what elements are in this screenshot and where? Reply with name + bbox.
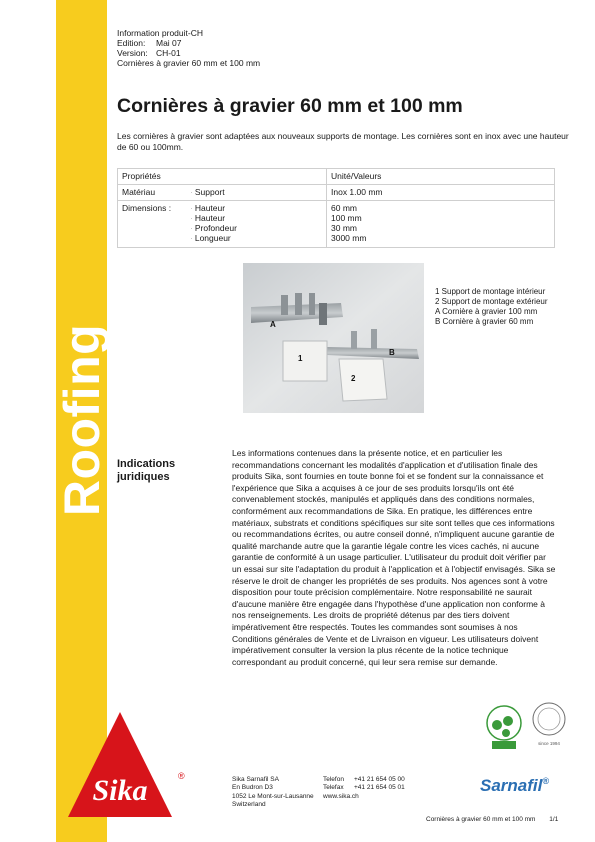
- table-item: · Support: [190, 187, 225, 197]
- cert-shape: [538, 708, 560, 730]
- registered-mark: ®: [542, 776, 549, 786]
- bracket-part: [371, 329, 377, 349]
- photo-background: [243, 263, 424, 413]
- table-row: [118, 185, 555, 201]
- bullet-icon: ·: [190, 203, 193, 213]
- table-row-label: Matériau: [122, 187, 156, 197]
- photo-label-1: 1: [298, 354, 303, 363]
- sarnafil-logo: [480, 776, 549, 796]
- page-title: Cornières à gravier 60 mm et 100 mm: [117, 95, 463, 117]
- meta-version-label: Version:: [117, 48, 148, 58]
- company-contact: [323, 776, 405, 801]
- table-value: Inox 1.00 mm: [331, 187, 383, 197]
- bracket-part: [309, 293, 315, 315]
- intro-paragraph: Les cornières à gravier sont adaptées aux nouveaux supports de montage. Les cornières sont en inox avec une hauteur de 60 ou 100mm.: [117, 131, 569, 152]
- table-item: · Hauteur: [190, 213, 226, 223]
- document-meta: [117, 28, 260, 68]
- table-cell: [118, 201, 327, 248]
- product-photo: [243, 263, 424, 413]
- sidebar-label: Roofing: [54, 323, 110, 517]
- table-value: 3000 mm: [331, 233, 367, 243]
- address-line: En Budron D3: [232, 784, 273, 792]
- table-item: · Hauteur: [190, 203, 226, 213]
- bullet-icon: ·: [190, 233, 193, 243]
- cert-shape: [492, 720, 502, 730]
- company-address: [232, 776, 314, 809]
- registered-mark: ®: [178, 771, 185, 781]
- legend-item: A Cornière à gravier 100 mm: [435, 307, 538, 316]
- photo-label-b: B: [389, 348, 395, 357]
- cert-shape: [503, 716, 513, 726]
- bracket-part: [295, 293, 302, 315]
- meta-line-info: Information produit-CH: [117, 28, 203, 38]
- sika-logo: [68, 712, 192, 817]
- contact-fax-label: Telefax: [323, 784, 344, 792]
- bullet-icon: ·: [190, 213, 193, 223]
- bullet-icon: ·: [190, 223, 193, 233]
- contact-phone: +41 21 654 05 00: [354, 776, 405, 783]
- bracket-part: [351, 331, 357, 349]
- address-line: Switzerland: [232, 800, 266, 808]
- bullet-icon: ·: [190, 187, 193, 197]
- table-cell: [327, 185, 555, 201]
- table-cell: [118, 185, 327, 201]
- table-value: 100 mm: [331, 213, 362, 223]
- legend-item: 2 Support de montage extérieur: [435, 297, 548, 306]
- address-line: Sika Sarnafil SA: [232, 776, 279, 783]
- table-value: 30 mm: [331, 223, 357, 233]
- photo-legend: [435, 287, 548, 327]
- properties-table: [117, 168, 555, 248]
- address-line: 1052 Le Mont-sur-Lausanne: [232, 792, 314, 800]
- table-cell: [327, 201, 555, 248]
- table-item: · Longueur: [190, 233, 231, 243]
- legal-text: Les informations contenues dans la présente notice, et en particulier les recommandations concernant les modalités d'application et d'utilisation finale des produits Sika, sont fournies en toute bonne foi et se fondent sur la connaissance et l'expérience que Sika a acquises à ce jour de ses produits lorsqu'ils ont été convenablement stockés, manipulés et appliqués dans des conditions normales, conformément aux recommandations de Sika. En pratique, les différences entre matériaux, substrats et conditions spécifiques sur site sont telles que ces informations ou recommandations écrites, ou autre conseil donné, n'impliquent aucune garantie de qualité marchande autre que la garantie légale contre les vices cachés, ni aucune garantie de conformité à un usage particulier. L'utilisateur du produit doit vérifier par un essai sur site l'adaptation du produit à l'application et à l'objectif envisagés. Sika se réserve le droit de changer les propriétés de ses produits. Nos agences sont à votre disposition pour toute précision complémentaire. Notre responsabilité ne saurait d'aucune manière être engagée dans l'hypothèse d'une application non conforme à nos renseignements. Les droits de propriété détenus par des tiers doivent impérativement être respectés. Toutes les commandes sont soumises à nos Conditions générales de Vente et de Livraison en vigueur. Les utilisateurs doivent impérativement consulter la version la plus récente de la notice technique correspondant au produit concerné, qui leur sera remise sur demande.: [232, 448, 556, 667]
- bracket-part: [281, 295, 288, 315]
- legend-item: B Cornière à gravier 60 mm: [435, 317, 534, 326]
- photo-label-a: A: [270, 320, 276, 329]
- certification-badges: [482, 697, 572, 763]
- meta-version-value: CH-01: [156, 48, 181, 58]
- cert-caption: since 1994: [538, 741, 560, 746]
- table-row-label: Dimensions :: [122, 203, 172, 213]
- contact-phone-label: Telefon: [323, 776, 344, 783]
- bracket-part: [319, 303, 327, 325]
- meta-edition-value: Mai 07: [156, 38, 182, 48]
- page-footer: [426, 816, 558, 823]
- table-value: 60 mm: [331, 203, 357, 213]
- cert-shape: [502, 729, 510, 737]
- photo-label-2: 2: [351, 374, 356, 383]
- contact-phone-row: [323, 776, 405, 784]
- meta-version-row: [117, 48, 260, 58]
- sika-wordmark: Sika: [92, 774, 148, 807]
- table-item: · Profondeur: [190, 223, 237, 233]
- mounting-support-2: [339, 359, 387, 401]
- table-header-cell: Propriétés: [118, 169, 327, 185]
- legal-heading: Indications juridiques: [117, 458, 176, 483]
- mounting-support-1: [283, 341, 327, 381]
- sarnafil-wordmark: Sarnafil: [480, 776, 543, 795]
- contact-fax: +41 21 654 05 01: [354, 784, 405, 792]
- contact-web-link[interactable]: www.sika.ch: [323, 792, 359, 800]
- contact-fax-row: [323, 784, 405, 792]
- page-number: 1/1: [549, 816, 559, 823]
- legend-item: 1 Support de montage intérieur: [435, 287, 546, 296]
- meta-edition-row: [117, 38, 260, 48]
- meta-product-line: Cornières à gravier 60 mm et 100 mm: [117, 58, 261, 68]
- footer-doc-title: Cornières à gravier 60 mm et 100 mm: [426, 816, 536, 823]
- table-row: [118, 201, 555, 248]
- cert-shape: [492, 741, 516, 749]
- meta-edition-label: Edition:: [117, 38, 146, 48]
- table-header-row: [118, 169, 555, 185]
- table-header-cell: Unité/Valeurs: [327, 169, 555, 185]
